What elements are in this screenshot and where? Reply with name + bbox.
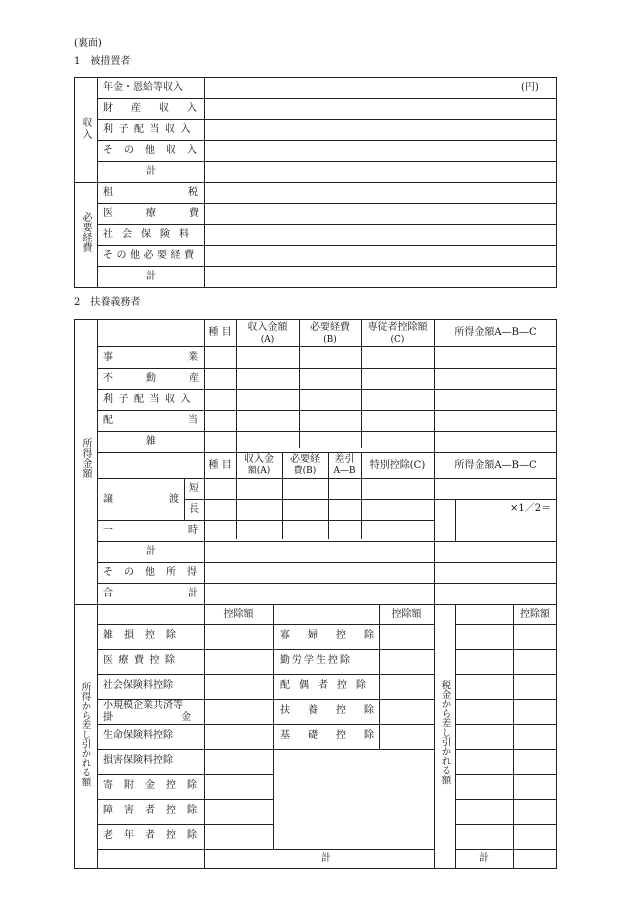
expense-row-social: 社会保険料 xyxy=(103,229,198,240)
ded-medical: 医療費控除 xyxy=(103,655,181,666)
row-business: 事業 xyxy=(103,352,273,363)
h2-income-a: 額(A) xyxy=(247,466,271,476)
income-row-total: 計 xyxy=(146,166,156,177)
row-dividend: 配当 xyxy=(103,415,273,426)
h2-income: 収入金 xyxy=(244,454,274,465)
section1-heading: 1 被措置者 xyxy=(74,56,131,67)
h1-total: 所得金額A—B—C xyxy=(454,327,537,338)
tax-deduction-label: 税金から差し引かれる額 xyxy=(439,680,451,785)
ded-total: 計 xyxy=(321,853,331,864)
ded-donation: 寄附金控除 xyxy=(103,780,208,791)
expense-row-tax: 租税 xyxy=(103,187,273,198)
income-row-other: その他収入 xyxy=(103,145,208,156)
h2-expense: 必要経 xyxy=(290,454,320,465)
yen-unit: (円) xyxy=(521,82,539,93)
h1-income: 収入金額 xyxy=(247,322,288,333)
ded-header: 控除額 xyxy=(223,609,254,620)
h2-diff: 差引 xyxy=(334,454,355,465)
ded-spouse: 配偶者控除 xyxy=(280,680,375,691)
ded-damage-ins: 損害保険料控除 xyxy=(103,755,173,766)
ded-mid-header: 控除額 xyxy=(391,609,422,620)
half-note: ×1／2＝ xyxy=(510,503,552,514)
h1-expense-b: (B) xyxy=(323,335,337,345)
income-row-property: 財産収入 xyxy=(103,103,215,114)
income-label: 収入 xyxy=(80,117,91,141)
ded-student: 勤労学生控除 xyxy=(280,655,352,666)
ded-social: 社会保険料控除 xyxy=(103,680,173,691)
ded-casualty: 雑損控除 xyxy=(103,630,187,641)
h1-family-deduction: 専従者控除額 xyxy=(367,322,428,333)
expense-row-medical: 医療費 xyxy=(103,208,232,219)
row-transfer-short: 短 xyxy=(189,483,199,494)
income-row-pension: 年金・恩給等収入 xyxy=(103,82,183,93)
expense-row-other: その他必要経費 xyxy=(103,250,198,261)
deduction-label: 所得から差し引かれる額 xyxy=(79,682,91,787)
supporter-income-label: 所得金額 xyxy=(80,438,91,478)
h1-family-deduction-c: (C) xyxy=(390,335,405,345)
row-other-income: その他所得 xyxy=(103,567,208,578)
ded-life-ins: 生命保険料控除 xyxy=(103,730,173,741)
ded-dependent: 扶養控除 xyxy=(280,705,392,716)
h2-expense-b: 費(B) xyxy=(293,466,317,476)
tax-total: 計 xyxy=(479,853,489,864)
h2-diff-ab: A—B xyxy=(333,466,356,476)
expense-label: 必要経費 xyxy=(80,212,91,252)
ded-disabled: 障害者控除 xyxy=(103,805,208,816)
h1-kind: 種 目 xyxy=(208,327,232,338)
tax-header: 控除額 xyxy=(520,609,550,620)
ded-basic: 基礎控除 xyxy=(280,730,392,741)
expense-row-total: 計 xyxy=(146,271,156,282)
ded-small-biz: 小規模企業共済等 xyxy=(103,700,183,711)
row-onetime: 一時 xyxy=(103,525,273,536)
h2-kind: 種 目 xyxy=(208,460,232,471)
ded-elderly: 老年者控除 xyxy=(103,830,208,841)
h2-total: 所得金額A—B—C xyxy=(454,460,537,471)
row-realestate: 不動産 xyxy=(103,373,232,384)
ded-widow: 寡婦控除 xyxy=(280,630,392,641)
row-sum: 合計 xyxy=(103,588,273,599)
h2-special: 特別控除(C) xyxy=(369,460,426,471)
section2-heading: 2 扶養義務者 xyxy=(74,297,141,308)
ded-small-biz-2: 掛金 xyxy=(103,712,259,723)
row-interest: 利子配当収入 xyxy=(103,394,196,405)
h1-income-a: (A) xyxy=(260,335,275,345)
row-transfer-long: 長 xyxy=(189,504,199,515)
row-misc: 雑 xyxy=(146,436,156,447)
page-title: (裏面) xyxy=(74,38,102,49)
row-subtotal: 計 xyxy=(146,546,156,557)
row-transfer: 譲渡 xyxy=(103,494,235,505)
h1-expense: 必要経費 xyxy=(310,322,350,333)
income-row-interest: 利子配当収入 xyxy=(103,124,196,135)
